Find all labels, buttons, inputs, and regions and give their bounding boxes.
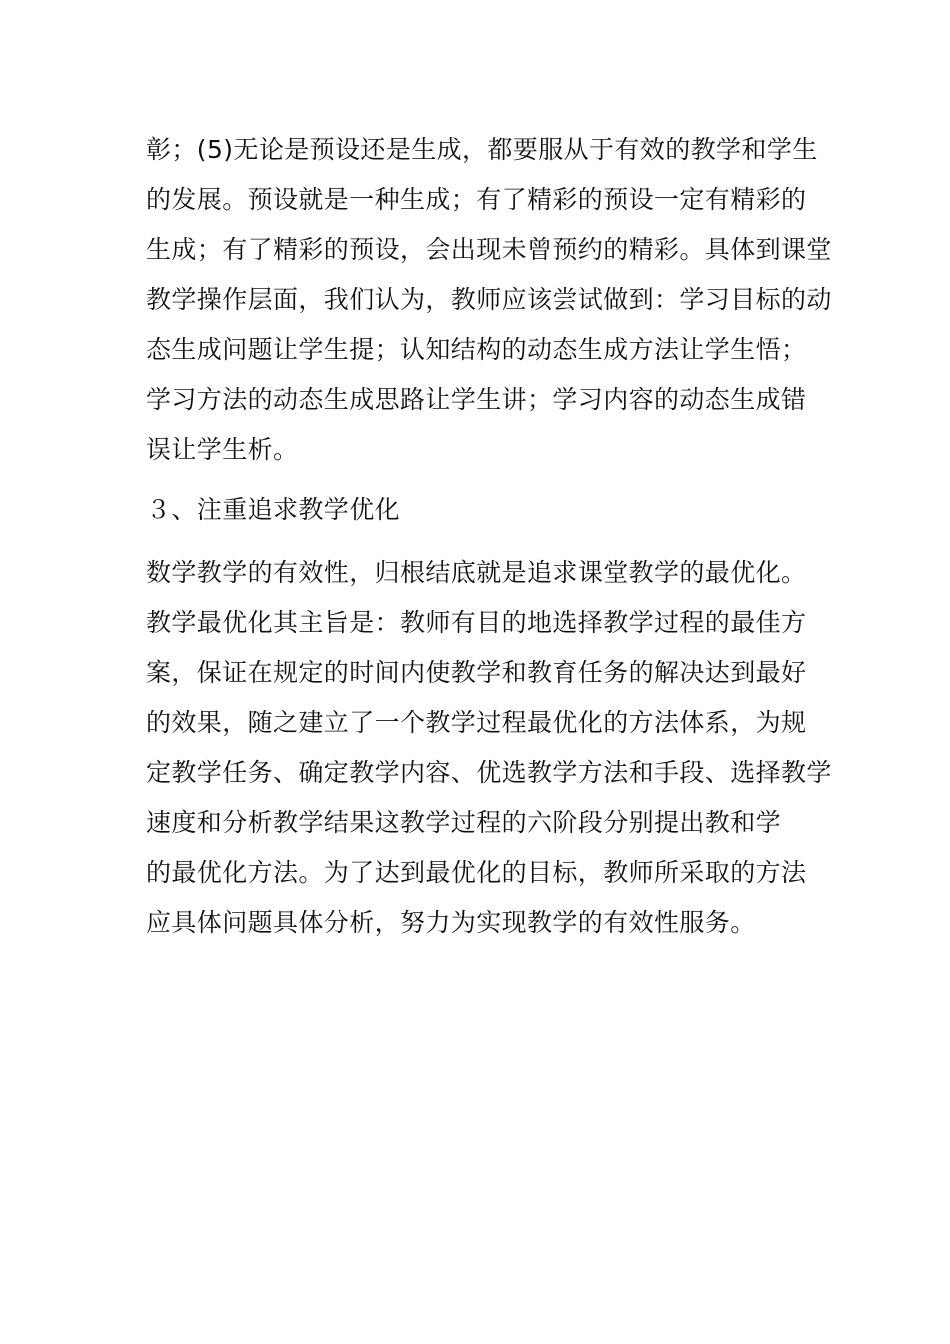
paragraph-line: 的效果，随之建立了一个教学过程最优化的方法体系，为规 xyxy=(146,708,807,737)
paragraph-line: 定教学任务、确定教学内容、优选教学方法和手段、选择教学 xyxy=(146,758,832,787)
paragraph-line: 彰；(5)无论是预设还是生成，都要服从于有效的教学和学生 xyxy=(146,135,818,164)
paragraph-line: 误让学生析。 xyxy=(146,435,299,464)
paragraph-line: 应具体问题具体分析，努力为实现教学的有效性服务。 xyxy=(146,908,756,937)
paragraph-line: 数学教学的有效性，归根结底就是追求课堂教学的最优化。 xyxy=(146,558,807,587)
paragraph-line: 速度和分析教学结果这教学过程的六阶段分别提出教和学 xyxy=(146,808,782,837)
paragraph-line: 学习方法的动态生成思路让学生讲；学习内容的动态生成错 xyxy=(146,385,807,414)
paragraph-line: 的发展。预设就是一种生成；有了精彩的预设一定有精彩的 xyxy=(146,185,807,214)
paragraph-line: 教学最优化其主旨是：教师有目的地选择教学过程的最佳方 xyxy=(146,608,807,637)
paragraph-line: 的最优化方法。为了达到最优化的目标，教师所采取的方法 xyxy=(146,858,807,887)
paragraph-line: 生成；有了精彩的预设，会出现未曾预约的精彩。具体到课堂 xyxy=(146,235,832,264)
paragraph-line: 态生成问题让学生提；认知结构的动态生成方法让学生悟； xyxy=(146,335,807,364)
section-heading: ３、注重追求教学优化 xyxy=(146,495,401,524)
paragraph-line: 案，保证在规定的时间内使教学和教育任务的解决达到最好 xyxy=(146,658,807,687)
paragraph-line: 教学操作层面，我们认为，教师应该尝试做到：学习目标的动 xyxy=(146,285,832,314)
